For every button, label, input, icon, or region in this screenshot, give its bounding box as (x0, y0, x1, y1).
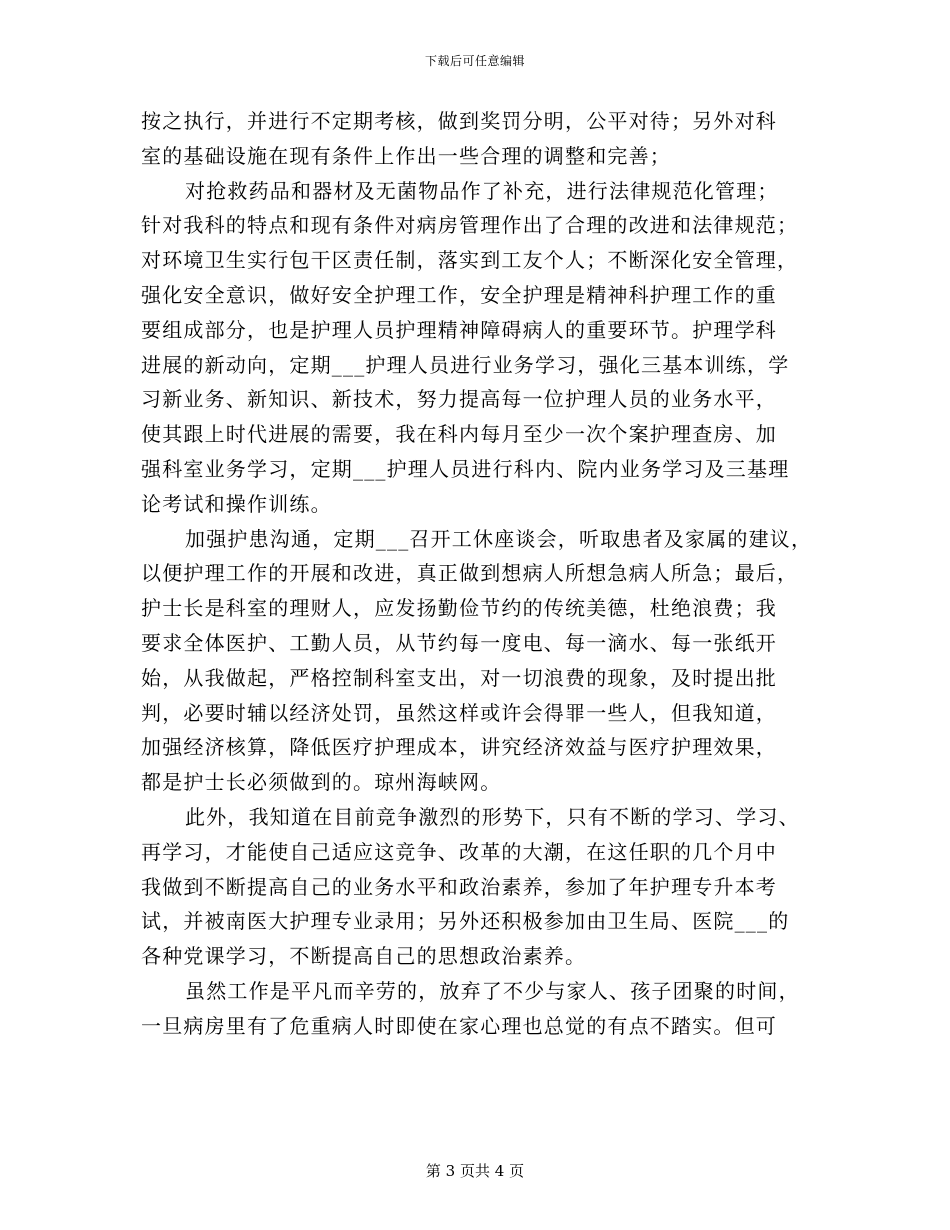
text-line: 一旦病房里有了危重病人时即使在家心理也总觉的有点不踏实。但可 (141, 1013, 777, 1038)
text-line: 要求全体医护、工勤人员，从节约每一度电、每一滴水、每一张纸开 (141, 630, 777, 655)
text-line: 我做到不断提高自己的业务水平和政治素养，参加了年护理专升本考 (141, 874, 777, 899)
text-line: 都是护士长必须做到的。琼州海峡网。 (141, 770, 502, 795)
text-line: 再学习，才能使自己适应这竞争、改革的大潮，在这任职的几个月中 (141, 839, 777, 864)
text-line: 论考试和操作训练。 (141, 491, 332, 516)
page-header: 下载后可任意编辑 (424, 54, 525, 68)
text-line: 使其跟上时代进展的需要，我在科内每月至少一次个案护理查房、加 (141, 422, 777, 447)
text-line: 各种党课学习，不断提高自己的思想政治素养。 (141, 944, 587, 969)
text-line: 强科室业务学习，定期___护理人员进行科内、院内业务学习及三基理 (141, 456, 790, 481)
text-line: 以便护理工作的开展和改进，真正做到想病人所想急病人所急；最后， (141, 561, 799, 586)
text-line: 虽然工作是平凡而辛劳的，放弃了不少与家人、孩子团聚的时间， (185, 978, 800, 1003)
text-line: 始，从我做起，严格控制科室支出，对一切浪费的现象，及时提出批 (141, 665, 777, 690)
text-line: 试，并被南医大护理专业录用；另外还积极参加由卫生局、医院___的 (141, 909, 790, 934)
text-line: 此外，我知道在目前竞争激烈的形势下，只有不断的学习、学习、 (185, 804, 800, 829)
text-line: 判，必要时辅以经济处罚，虽然这样或许会得罪一些人，但我知道， (141, 700, 777, 725)
page-footer: 第 3 页共 4 页 (425, 1162, 525, 1180)
text-line: 护士长是科室的理财人，应发扬勤俭节约的传统美德，杜绝浪费；我 (141, 596, 777, 621)
text-line: 进展的新动向，定期___护理人员进行业务学习，强化三基本训练，学 (141, 352, 790, 377)
text-line: 习新业务、新知识、新技术，努力提高每一位护理人员的业务水平， (141, 387, 777, 412)
text-line: 按之执行，并进行不定期考核，做到奖罚分明，公平对待；另外对科 (141, 109, 777, 133)
document-body (141, 104, 821, 1044)
text-line: 室的基础设施在现有条件上作出一些合理的调整和完善； (141, 143, 671, 168)
text-line: 针对我科的特点和现有条件对病房管理作出了合理的改进和法律规范； (141, 213, 799, 238)
text-line: 加强护患沟通，定期___召开工休座谈会，听取患者及家属的建议， (185, 526, 813, 551)
text-line: 要组成部分，也是护理人员护理精神障碍病人的重要环节。护理学科 (141, 317, 777, 342)
text-line: 对抢救药品和器材及无菌物品作了补充，进行法律规范化管理； (185, 178, 779, 203)
text-line: 加强经济核算，降低医疗护理成本，讲究经济效益与医疗护理效果， (141, 735, 777, 760)
text-line: 强化安全意识，做好安全护理工作，安全护理是精神科护理工作的重 (141, 282, 777, 307)
text-line: 对环境卫生实行包干区责任制，落实到工友个人；不断深化安全管理， (141, 248, 799, 273)
